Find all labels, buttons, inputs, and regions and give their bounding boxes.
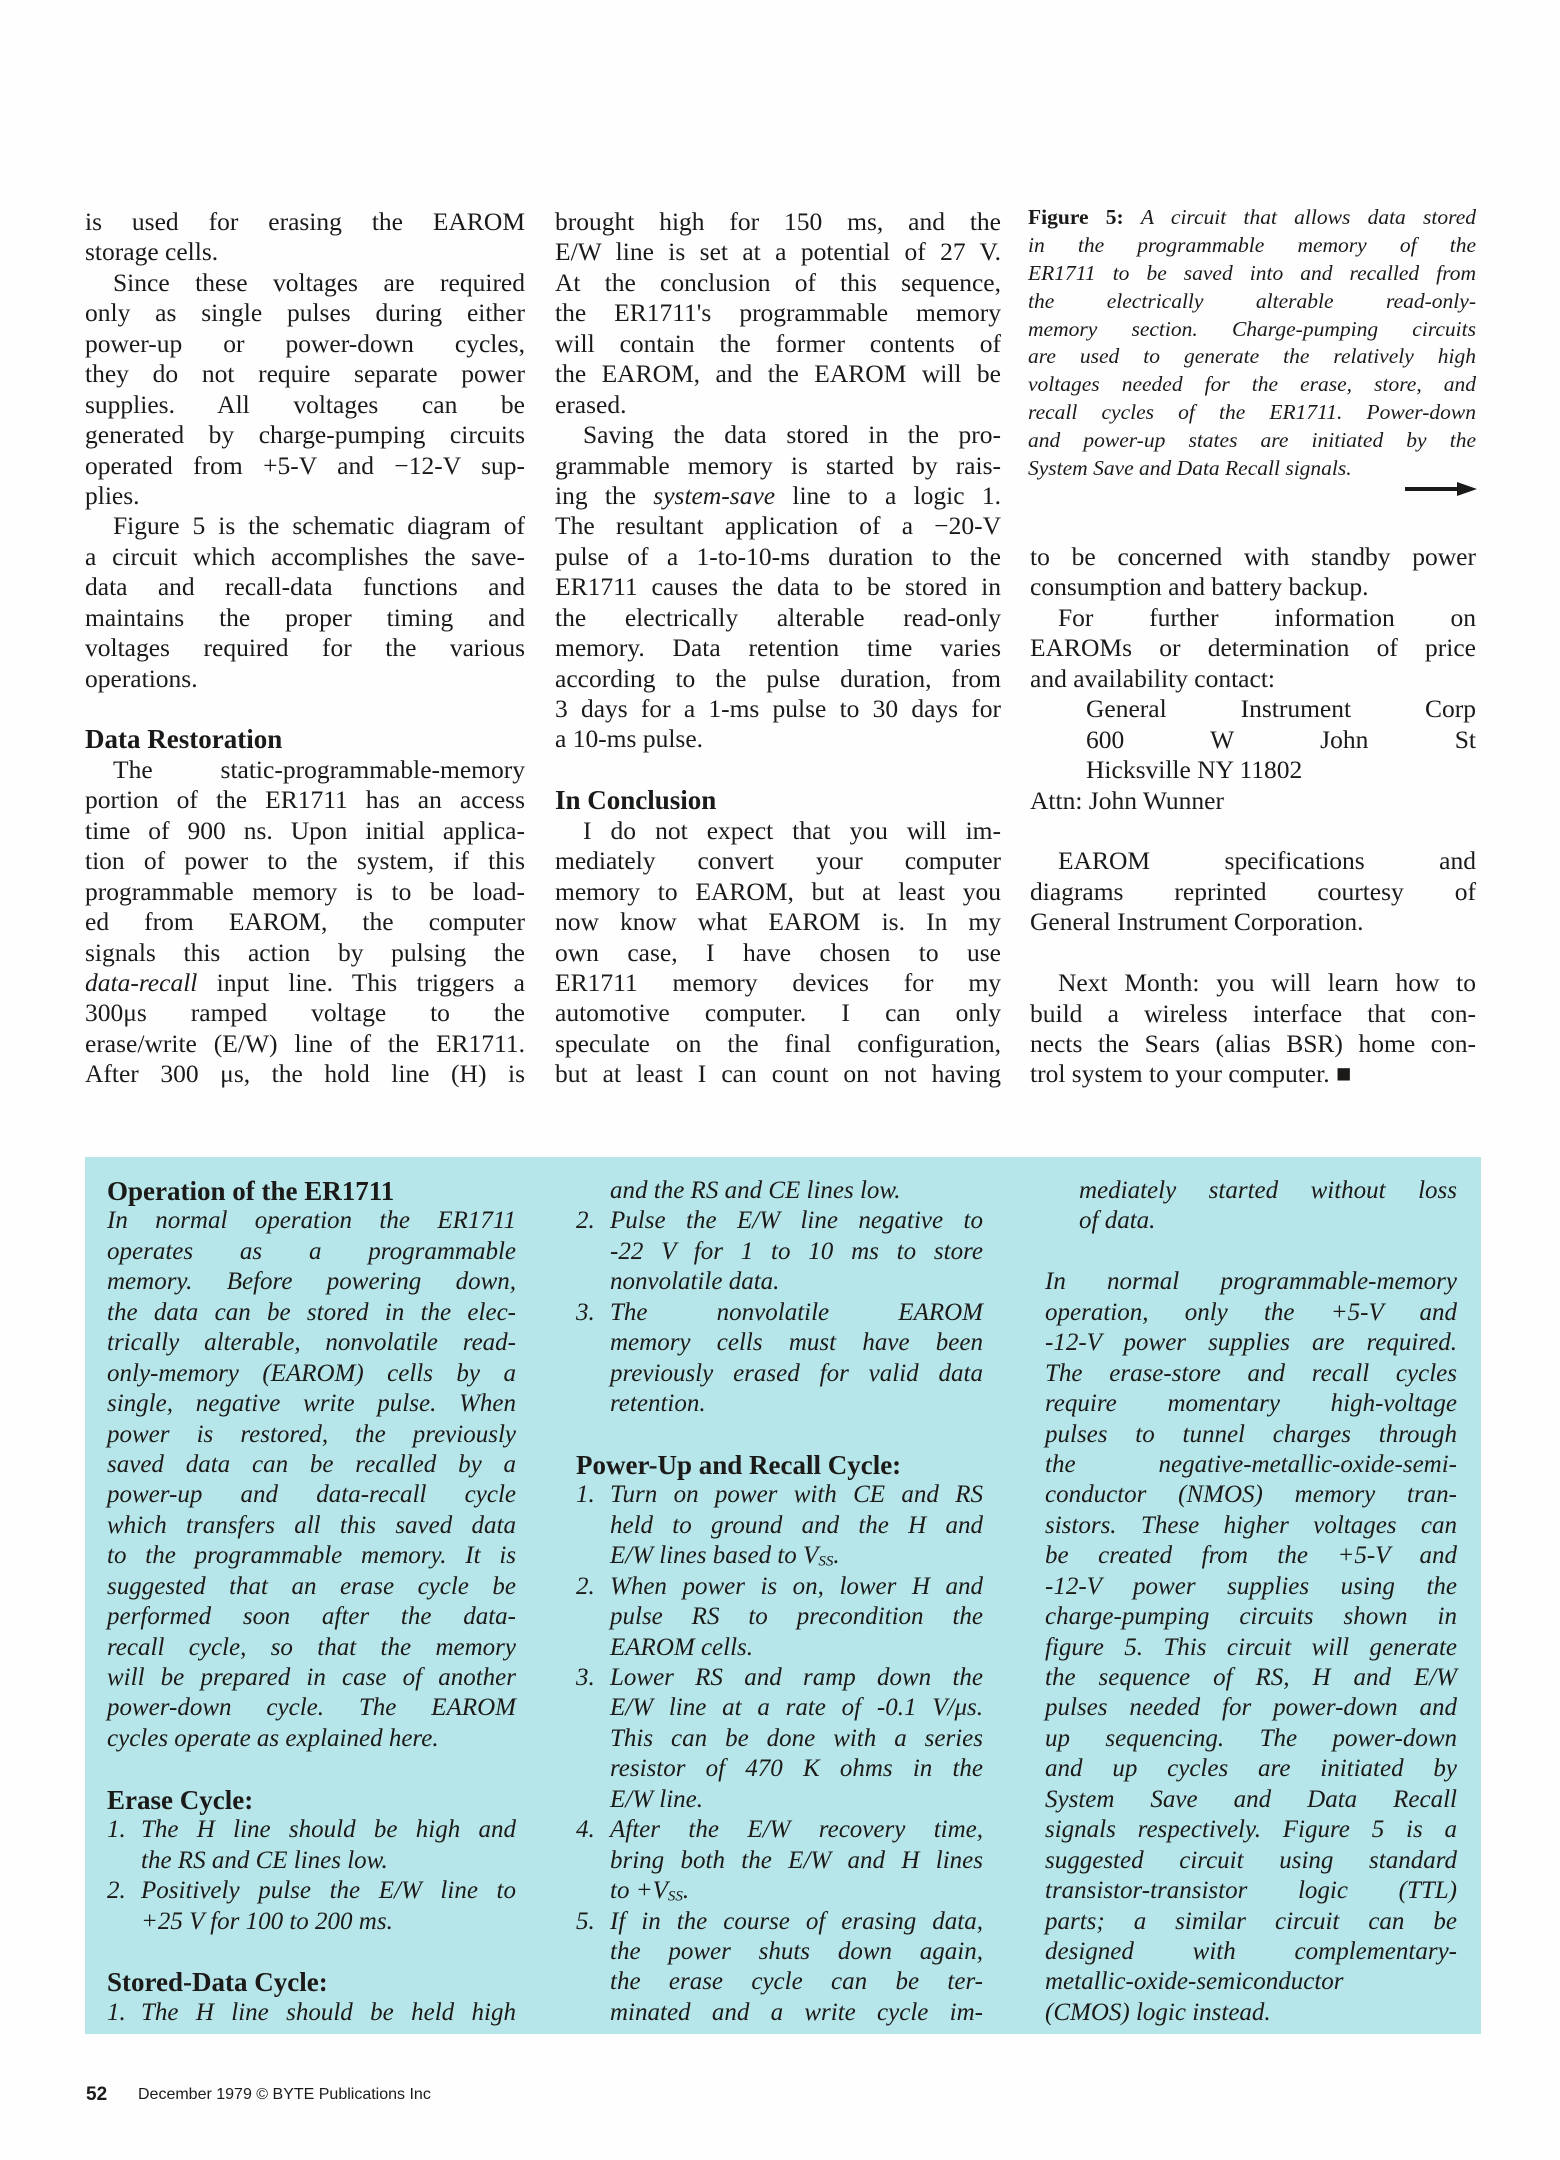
list-item-line: 1. The H line should be high and — [107, 1815, 516, 1845]
arrow-right-icon — [1405, 482, 1477, 496]
text-line: according to the pulse duration, from — [555, 663, 1001, 693]
list-number: 2. — [576, 1572, 595, 1600]
text-line: maintains the proper timing and — [85, 602, 525, 632]
list-item-line: E/W lines based to $V_{SS}$. — [610, 1542, 840, 1570]
list-item-line: E/W line. — [610, 1785, 704, 1813]
list-item-line: bring both the E/W and H lines — [610, 1846, 983, 1874]
text-line: ing the system-save line to a logic 1. — [555, 480, 1001, 510]
blank-line — [85, 694, 525, 724]
list-item-line: to $+V_{SS}$. — [610, 1877, 690, 1905]
text-line: erase/write (E/W) line of the ER1711. — [85, 1028, 525, 1058]
text-line: I do not expect that you will im- — [583, 815, 1001, 845]
text-line: and power-up states are initiated by the — [1028, 428, 1476, 453]
text-line: The erase-store and recall cycles — [1045, 1359, 1457, 1387]
list-item-line: held to ground and the H and — [610, 1511, 983, 1539]
text-line: signals respectively. Figure 5 is a — [1045, 1816, 1457, 1844]
text-line: signals this action by pulsing the — [85, 937, 525, 967]
text-line: voltages needed for the erase, store, and — [1028, 372, 1476, 397]
text-line: nects the Sears (alias BSR) home con- — [1030, 1029, 1476, 1058]
text-line: EAROMs or determination of price — [1030, 633, 1476, 663]
text-line: ER1711 to be saved into and recalled from — [1028, 260, 1476, 285]
text-line: will contain the former contents of — [555, 328, 1001, 358]
sidebar-column-1 — [107, 1176, 516, 2028]
text-line: Saving the data stored in the pro- — [583, 420, 1001, 450]
blank-line — [1030, 816, 1476, 846]
list-number: 2. — [107, 1877, 126, 1905]
text-line: the ER1711's programmable memory — [555, 298, 1001, 328]
text-line: recall cycles of the ER1711. Power-down — [1028, 400, 1476, 425]
text-line: up sequencing. The power-down — [1045, 1724, 1457, 1752]
text-line: and up cycles are initiated by — [1045, 1755, 1457, 1783]
section-heading: Stored-Data Cycle: — [107, 1967, 328, 1998]
text-line: figure 5. This circuit will generate — [1045, 1633, 1457, 1661]
text-line: voltages required for the various — [85, 633, 525, 663]
section-heading: Operation of the ER1711 — [107, 1176, 395, 1206]
list-item-line: 5. If in the course of erasing data, — [576, 1907, 983, 1937]
page-number: 52 — [86, 2084, 108, 2105]
text-line: the data can be stored in the elec- — [107, 1298, 516, 1326]
text-line: operations. — [85, 663, 198, 693]
text-line: only as single pulses during either — [85, 298, 525, 328]
text-line: conductor (NMOS) memory tran- — [1045, 1481, 1457, 1509]
text-line: be created from the +5-V and — [1045, 1542, 1457, 1570]
text-line: Figure 5 is the schematic diagram of — [113, 511, 525, 541]
section-heading: In Conclusion — [555, 785, 717, 816]
list-item-line: 2. Positively pulse the E/W line to — [107, 1876, 516, 1906]
text-line: pulses needed for power-down and — [1045, 1694, 1457, 1722]
text-line: and availability contact: — [1030, 663, 1275, 693]
text-line: automotive computer. I can only — [555, 998, 1001, 1028]
text-line: own case, I have chosen to use — [555, 937, 1001, 967]
text-line: (CMOS) logic instead. — [1045, 1998, 1271, 2026]
text-line: a 10-ms pulse. — [555, 724, 704, 754]
text-line: pulse of a 1-to-10-ms duration to the — [555, 541, 1001, 571]
text-line: General Instrument Corporation. — [1030, 907, 1364, 937]
text-line: is used for erasing the EAROM — [85, 207, 525, 236]
text-line: charge-pumping circuits shown in — [1045, 1603, 1457, 1631]
text-line: data and recall-data functions and — [85, 572, 525, 602]
text-line: System Save and Data Recall — [1045, 1785, 1457, 1813]
text-line: the negative-metallic-oxide-semi- — [1045, 1450, 1457, 1478]
text-line: In normal programmable-memory — [1045, 1268, 1457, 1296]
list-item-line: 3. The nonvolatile EAROM — [576, 1298, 983, 1328]
text-line: cycles operate as explained here. — [107, 1724, 439, 1752]
text-line: trically alterable, nonvolatile read- — [107, 1329, 516, 1357]
text-line: the electrically alterable read-only- — [1028, 288, 1476, 313]
text-line: power is restored, the previously — [107, 1420, 516, 1448]
text-line: sistors. These higher voltages can — [1045, 1511, 1457, 1539]
text-line: 300μs ramped voltage to the — [85, 998, 525, 1028]
text-line: now know what EAROM is. In my — [555, 907, 1001, 937]
list-item-line: and the RS and CE lines low. — [610, 1177, 901, 1204]
section-heading: Power-Up and Recall Cycle: — [576, 1449, 902, 1480]
list-number: 5. — [576, 1907, 595, 1935]
list-item-line: previously erased for valid data — [610, 1359, 983, 1387]
text-line: 600 W John St — [1086, 724, 1476, 754]
text-line: The static-programmable-memory — [113, 754, 525, 784]
text-line: require momentary high-voltage — [1045, 1390, 1457, 1418]
text-line: they do not require separate power — [85, 359, 525, 389]
text-line: recall cycle, so that the memory — [107, 1633, 516, 1661]
text-line: trol system to your computer. ■ — [1030, 1059, 1352, 1089]
text-line: storage cells. — [85, 237, 219, 267]
list-item-line: memory cells must have been — [610, 1329, 983, 1357]
blank-line — [1045, 1237, 1457, 1267]
text-line: programmable memory is to be load- — [85, 876, 525, 906]
blank-line — [576, 1420, 983, 1450]
list-item-line: 1. The H line should be held high — [107, 1998, 516, 2028]
blank-line — [555, 755, 1001, 785]
list-item-line: retention. — [610, 1390, 706, 1418]
text-line: memory to EAROM, but at least you — [555, 876, 1001, 906]
text-line: performed soon after the data- — [107, 1603, 516, 1631]
text-line: to the programmable memory. It is — [107, 1542, 516, 1570]
text-line: E/W line is set at a potential of 27 V. — [555, 237, 1001, 267]
text-line: ER1711 causes the data to be stored in — [555, 572, 1001, 602]
text-line: operation, only the +5-V and — [1045, 1298, 1457, 1326]
text-line: but at least I can count on not having — [555, 1059, 1001, 1089]
figure-caption — [1028, 204, 1476, 483]
text-line: operates as a programmable — [107, 1237, 516, 1265]
article-column-2 — [555, 207, 1001, 1090]
text-line: to be concerned with standby power — [1030, 542, 1476, 571]
list-item-line: This can be done with a series — [610, 1724, 983, 1752]
list-item-line: the RS and CE lines low. — [141, 1846, 388, 1874]
text-line: the electrically alterable read-only — [555, 602, 1001, 632]
text-line: tion of power to the system, if this — [85, 846, 525, 876]
text-line: are used to generate the relatively high — [1028, 344, 1476, 369]
text-line: suggested circuit using standard — [1045, 1846, 1457, 1874]
section-heading: Data Restoration — [85, 724, 283, 755]
text-line: memory. Before powering down, — [107, 1268, 516, 1296]
text-line: diagrams reprinted courtesy of — [1030, 876, 1476, 906]
text-line: EAROM specifications and — [1058, 846, 1476, 876]
text-line: power-down cycle. The EAROM — [107, 1694, 516, 1722]
list-item-line: of data. — [1079, 1207, 1156, 1235]
text-line: Attn: John Wunner — [1030, 785, 1224, 815]
list-item-line: 1. Turn on power with CE and RS — [576, 1480, 983, 1510]
text-line: ed from EAROM, the computer — [85, 907, 525, 937]
list-item-line: 3. Lower RS and ramp down the — [576, 1663, 983, 1693]
text-line: -12-V power supplies are required. — [1045, 1329, 1457, 1357]
text-line: a circuit which accomplishes the save- — [85, 541, 525, 571]
text-line: Figure 5: A circuit that allows data stored — [1028, 205, 1476, 229]
footer-credit: December 1979 © BYTE Publications Inc — [138, 2086, 431, 2103]
text-line: power-up or power-down cycles, — [85, 328, 525, 358]
list-number: 1. — [107, 1816, 126, 1844]
text-line: After 300 μs, the hold line (H) is — [85, 1059, 525, 1089]
list-item-line: -22 V for 1 to 10 ms to store — [610, 1237, 983, 1265]
text-line: the EAROM, and the EAROM will be — [555, 359, 1001, 389]
text-line: will be prepared in case of another — [107, 1664, 516, 1691]
sidebar-column-2 — [576, 1176, 983, 2028]
text-line: operated from +5-V and −12-V sup- — [85, 450, 525, 480]
text-line: memory section. Charge-pumping circuits — [1028, 316, 1476, 341]
list-item-line: resistor of 470 K ohms in the — [610, 1755, 983, 1783]
article-column-3 — [1030, 542, 1476, 1090]
text-line: speculate on the final configuration, — [555, 1028, 1001, 1058]
text-line: plies. — [85, 480, 140, 510]
text-line: brought high for 150 ms, and the — [555, 207, 1001, 236]
text-line: power-up and data-recall cycle — [107, 1481, 516, 1509]
blank-line — [107, 1937, 516, 1967]
text-line: pulses to tunnel charges through — [1045, 1420, 1457, 1448]
list-item-line: 2. Pulse the E/W line negative to — [576, 1206, 983, 1236]
text-line: 3 days for a 1-ms pulse to 30 days for — [555, 694, 1001, 723]
text-line: consumption and battery backup. — [1030, 572, 1369, 602]
text-line: parts; a similar circuit can be — [1045, 1907, 1457, 1935]
text-line: Hicksville NY 11802 — [1086, 755, 1303, 785]
list-number: 3. — [576, 1298, 595, 1326]
text-line: memory. Data retention time varies — [555, 633, 1001, 663]
list-item-line: 2. When power is on, lower H and — [576, 1572, 983, 1602]
text-line: General Instrument Corp — [1086, 694, 1476, 724]
list-item-line: the erase cycle can be ter- — [610, 1968, 983, 1996]
text-line: which transfers all this saved data — [107, 1511, 516, 1539]
text-line: time of 900 ns. Upon initial applica- — [85, 815, 525, 845]
list-item-line: E/W line at a rate of -0.1 V/μs. — [610, 1694, 983, 1722]
text-line: only-memory (EAROM) cells by a — [107, 1359, 516, 1387]
text-line: grammable memory is started by rais- — [555, 450, 1001, 480]
text-line: supplies. All voltages can be — [85, 389, 525, 419]
text-line: portion of the ER1711 has an access — [85, 785, 525, 815]
list-item-line: EAROM cells. — [610, 1633, 754, 1661]
list-number: 1. — [576, 1481, 595, 1509]
text-line: At the conclusion of this sequence, — [555, 267, 1001, 297]
text-line: mediately convert your computer — [555, 846, 1001, 876]
list-item-line: pulse RS to precondition the — [610, 1603, 983, 1631]
blank-line — [1030, 938, 1476, 968]
text-line: generated by charge-pumping circuits — [85, 420, 525, 450]
text-line: data-recall input line. This triggers a — [85, 967, 525, 997]
text-line: suggested that an erase cycle be — [107, 1572, 516, 1600]
list-item-line: +25 V for 100 to 200 ms. — [141, 1907, 393, 1935]
text-line: In normal operation the ER1711 — [107, 1207, 516, 1235]
list-number: 4. — [576, 1816, 595, 1844]
blank-line — [107, 1754, 516, 1784]
list-item-line: 4. After the E/W recovery time, — [576, 1815, 983, 1845]
text-line: -12-V power supplies using the — [1045, 1572, 1457, 1600]
sidebar-column-3 — [1045, 1176, 1457, 2028]
list-item-line: mediately started without loss — [1079, 1177, 1457, 1204]
text-line: in the programmable memory of the — [1028, 232, 1476, 257]
list-item-line: minated and a write cycle im- — [610, 1998, 983, 2026]
text-line: single, negative write pulse. When — [107, 1390, 516, 1418]
text-line: ER1711 memory devices for my — [555, 967, 1001, 997]
text-line: the sequence of RS, H and E/W — [1045, 1664, 1457, 1691]
text-line: build a wireless interface that con- — [1030, 998, 1476, 1028]
text-line: Since these voltages are required — [113, 267, 525, 297]
text-line: metallic-oxide-semiconductor — [1045, 1968, 1344, 1996]
text-line: designed with complementary- — [1045, 1937, 1457, 1965]
list-number: 3. — [576, 1664, 595, 1691]
list-item-line: nonvolatile data. — [610, 1268, 780, 1296]
text-line: System Save and Data Recall signals. — [1028, 456, 1352, 481]
text-line: erased. — [555, 389, 627, 419]
text-line: Next Month: you will learn how to — [1058, 968, 1476, 998]
text-line: For further information on — [1058, 602, 1476, 632]
list-number: 2. — [576, 1207, 595, 1235]
list-number: 1. — [107, 1998, 126, 2026]
text-line: transistor-transistor logic (TTL) — [1045, 1877, 1457, 1905]
section-heading: Erase Cycle: — [107, 1784, 254, 1815]
text-line: saved data can be recalled by a — [107, 1450, 516, 1478]
text-line: The resultant application of a −20-V — [555, 511, 1001, 541]
article-column-1 — [85, 207, 525, 1090]
list-item-line: the power shuts down again, — [610, 1937, 983, 1965]
